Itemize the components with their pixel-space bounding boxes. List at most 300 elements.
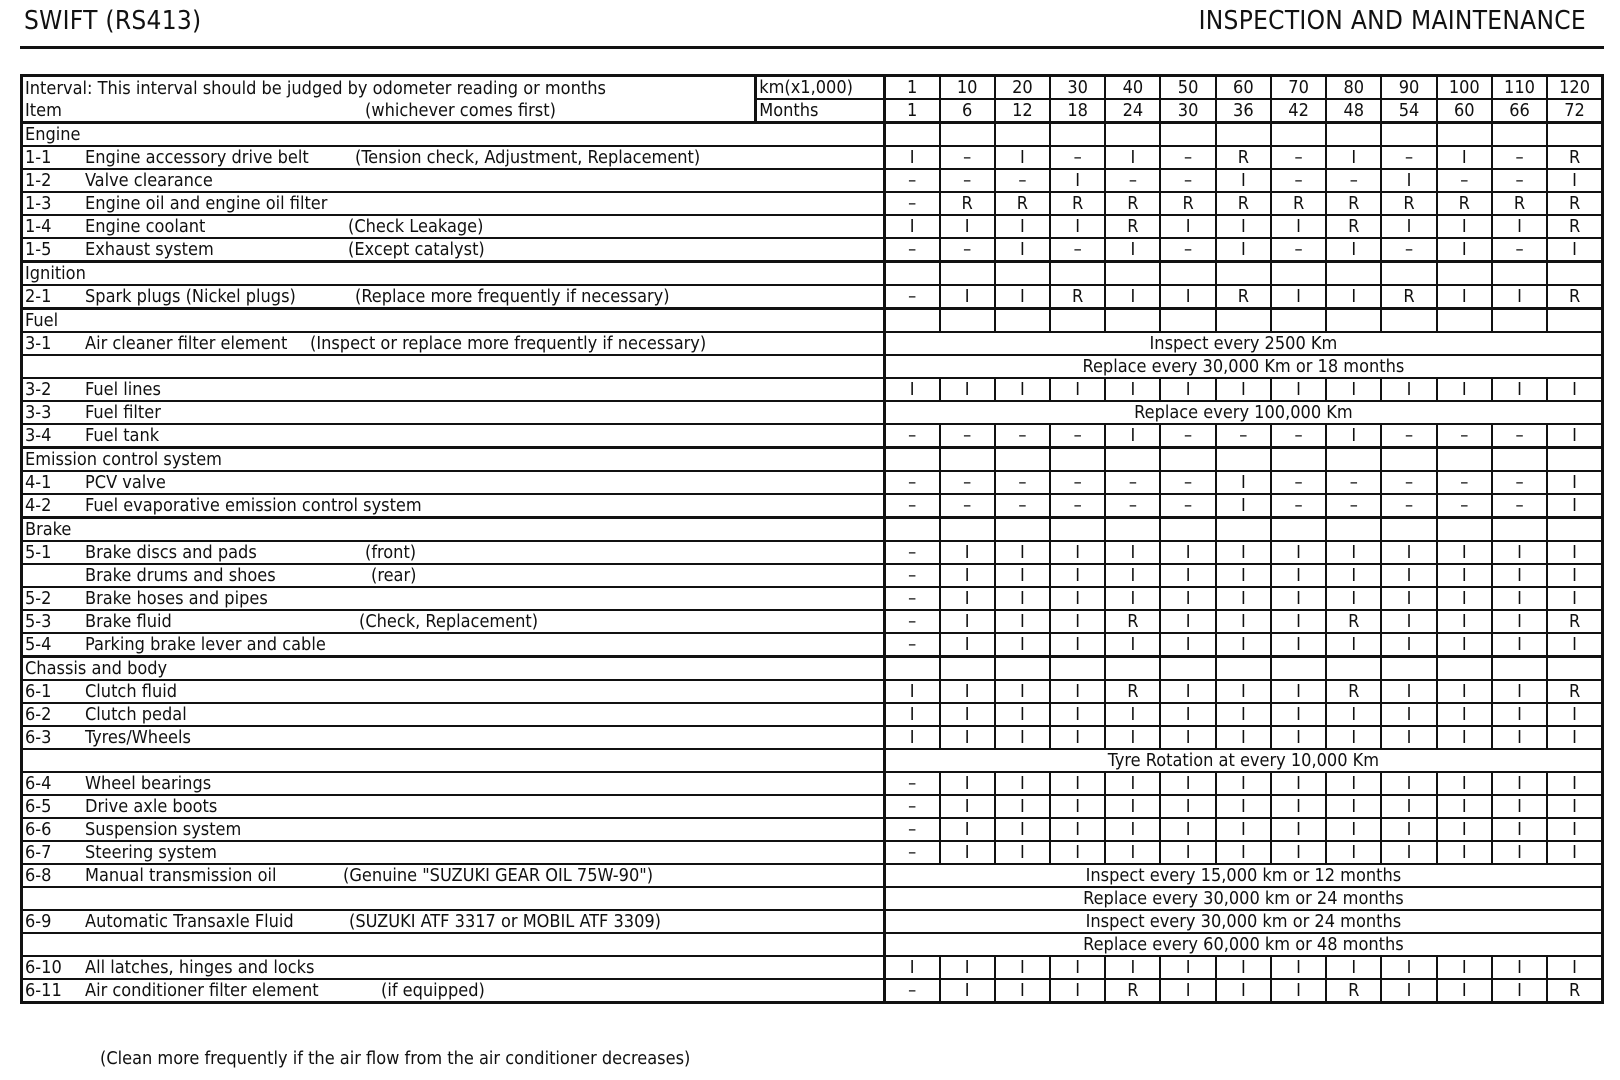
maintenance-value-cell: I: [1547, 564, 1602, 587]
item-code: 6-10: [25, 957, 62, 978]
maintenance-value-cell: I: [1216, 564, 1271, 587]
maintenance-value-cell: I: [1492, 610, 1547, 633]
maintenance-value-cell: I: [1050, 703, 1105, 726]
maintenance-value-cell: I: [884, 680, 939, 703]
item-cell-inner: [25, 356, 883, 377]
item-name: Exhaust system: [85, 239, 214, 260]
maintenance-value-cell: I: [1437, 979, 1492, 1003]
maintenance-value-cell: I: [1050, 541, 1105, 564]
maintenance-value-cell: I: [1105, 424, 1160, 448]
maintenance-value-cell: I: [1160, 956, 1215, 979]
maintenance-value-cell: R: [1271, 192, 1326, 215]
item-code: 6-3: [25, 727, 52, 748]
span-row: [22, 933, 1603, 956]
category-label: Fuel: [22, 309, 885, 333]
maintenance-value-cell: I: [995, 146, 1050, 169]
empty-cell: [1547, 262, 1602, 286]
maintenance-value-cell: I: [1216, 841, 1271, 864]
maintenance-value-cell: I: [1547, 703, 1602, 726]
maintenance-value-cell: –: [940, 146, 995, 169]
maintenance-value-cell: I: [1216, 979, 1271, 1003]
maintenance-value-cell: –: [1050, 471, 1105, 494]
month-interval-cell: 66: [1492, 99, 1547, 123]
maintenance-value-cell: I: [1271, 772, 1326, 795]
item-cell-inner: [25, 193, 883, 214]
empty-cell: [1326, 448, 1381, 472]
maintenance-value-cell: –: [1492, 424, 1547, 448]
maintenance-value-cell: –: [1216, 424, 1271, 448]
item-name: Brake discs and pads: [85, 542, 257, 563]
maintenance-value-cell: R: [1547, 610, 1602, 633]
maintenance-value-cell: I: [940, 956, 995, 979]
empty-cell: [1216, 448, 1271, 472]
item-cell-inner: [25, 239, 883, 260]
item-code: 3-2: [25, 379, 52, 400]
maintenance-value-cell: R: [1326, 979, 1381, 1003]
empty-cell: [1105, 309, 1160, 333]
maintenance-value-cell: I: [1437, 680, 1492, 703]
maintenance-value-cell: R: [1326, 192, 1381, 215]
empty-cell: [1160, 657, 1215, 681]
maintenance-value-cell: I: [1492, 215, 1547, 238]
maintenance-value-cell: I: [940, 285, 995, 309]
maintenance-value-cell: I: [1160, 215, 1215, 238]
empty-cell: [1326, 518, 1381, 542]
item-name: Brake drums and shoes: [85, 565, 276, 586]
maintenance-value-cell: –: [884, 979, 939, 1003]
item-cell: [22, 749, 885, 772]
item-cell: [22, 146, 885, 169]
maintenance-value-cell: I: [1216, 633, 1271, 657]
km-interval-cell: 100: [1437, 76, 1492, 100]
maintenance-value-cell: I: [1216, 726, 1271, 749]
maintenance-value-cell: I: [1437, 703, 1492, 726]
item-name: Parking brake lever and cable: [85, 634, 326, 655]
maintenance-value-cell: I: [940, 841, 995, 864]
span-instruction: Replace every 60,000 km or 48 months: [884, 933, 1602, 956]
item-cell: [22, 703, 885, 726]
month-interval-cell: 24: [1105, 99, 1160, 123]
span-row: [22, 401, 1603, 424]
maintenance-value-cell: I: [1105, 772, 1160, 795]
item-cell-inner: [25, 402, 883, 423]
maintenance-value-cell: I: [940, 772, 995, 795]
empty-cell: [940, 448, 995, 472]
km-interval-cell: 40: [1105, 76, 1160, 100]
item-code: 4-2: [25, 495, 52, 516]
item-row: [22, 215, 1603, 238]
item-row: [22, 471, 1603, 494]
item-cell: [22, 956, 885, 979]
empty-cell: [1492, 657, 1547, 681]
maintenance-value-cell: I: [1160, 772, 1215, 795]
maintenance-value-cell: R: [1216, 146, 1271, 169]
empty-cell: [1437, 518, 1492, 542]
maintenance-value-cell: I: [1050, 169, 1105, 192]
maintenance-value-cell: –: [1271, 146, 1326, 169]
item-cell: [22, 680, 885, 703]
maintenance-value-cell: –: [1437, 471, 1492, 494]
maintenance-schedule-table: [20, 74, 1604, 1004]
empty-cell: [1381, 309, 1436, 333]
empty-cell: [995, 657, 1050, 681]
empty-cell: [1547, 448, 1602, 472]
maintenance-value-cell: I: [1547, 956, 1602, 979]
empty-cell: [1381, 123, 1436, 147]
item-cell: [22, 587, 885, 610]
empty-cell: [1437, 123, 1492, 147]
maintenance-value-cell: I: [1326, 818, 1381, 841]
maintenance-value-cell: I: [1050, 772, 1105, 795]
item-cell: [22, 726, 885, 749]
maintenance-value-cell: I: [1381, 564, 1436, 587]
maintenance-value-cell: I: [1326, 564, 1381, 587]
maintenance-value-cell: I: [1160, 818, 1215, 841]
maintenance-value-cell: R: [1547, 285, 1602, 309]
maintenance-value-cell: I: [995, 215, 1050, 238]
maintenance-value-cell: I: [940, 541, 995, 564]
maintenance-value-cell: I: [995, 956, 1050, 979]
maintenance-value-cell: I: [1216, 494, 1271, 518]
item-name: All latches, hinges and locks: [85, 957, 315, 978]
maintenance-value-cell: I: [940, 633, 995, 657]
maintenance-value-cell: –: [1160, 146, 1215, 169]
empty-cell: [1492, 448, 1547, 472]
month-interval-cell: 48: [1326, 99, 1381, 123]
maintenance-value-cell: I: [1271, 680, 1326, 703]
maintenance-value-cell: I: [1050, 215, 1105, 238]
maintenance-value-cell: I: [1437, 215, 1492, 238]
maintenance-value-cell: R: [1105, 979, 1160, 1003]
maintenance-value-cell: I: [1326, 424, 1381, 448]
empty-cell: [884, 123, 939, 147]
maintenance-value-cell: I: [1216, 703, 1271, 726]
maintenance-value-cell: –: [1105, 169, 1160, 192]
maintenance-value-cell: R: [1326, 610, 1381, 633]
maintenance-value-cell: I: [1216, 378, 1271, 401]
span-instruction: Tyre Rotation at every 10,000 Km: [884, 749, 1602, 772]
header-rule: [20, 46, 1604, 49]
item-code: 5-4: [25, 634, 52, 655]
empty-cell: [884, 309, 939, 333]
maintenance-value-cell: I: [995, 633, 1050, 657]
empty-cell: [1105, 123, 1160, 147]
item-cell-inner: [25, 379, 883, 400]
maintenance-value-cell: I: [1326, 285, 1381, 309]
maintenance-value-cell: I: [1492, 979, 1547, 1003]
item-cell: [22, 285, 885, 309]
maintenance-value-cell: I: [1160, 587, 1215, 610]
empty-cell: [1326, 657, 1381, 681]
maintenance-value-cell: I: [1160, 795, 1215, 818]
maintenance-value-cell: I: [1050, 610, 1105, 633]
maintenance-value-cell: I: [1492, 587, 1547, 610]
footnote: (Clean more frequently if the air flow from the air conditioner decreases): [100, 1048, 691, 1069]
maintenance-value-cell: I: [1381, 703, 1436, 726]
month-interval-cell: 1: [884, 99, 939, 123]
maintenance-value-cell: I: [1105, 146, 1160, 169]
empty-cell: [1160, 518, 1215, 542]
maintenance-value-cell: I: [940, 215, 995, 238]
empty-cell: [1050, 262, 1105, 286]
maintenance-value-cell: I: [940, 979, 995, 1003]
maintenance-value-cell: I: [1271, 541, 1326, 564]
item-cell: [22, 494, 885, 518]
item-row: [22, 541, 1603, 564]
maintenance-value-cell: –: [1381, 238, 1436, 262]
item-note: (Replace more frequently if necessary): [355, 286, 670, 307]
category-row: [22, 309, 1603, 333]
item-code: 6-6: [25, 819, 52, 840]
maintenance-value-cell: R: [1381, 192, 1436, 215]
item-cell-inner: [25, 727, 883, 748]
maintenance-value-cell: –: [884, 494, 939, 518]
item-code: 6-5: [25, 796, 52, 817]
empty-cell: [1160, 309, 1215, 333]
item-name: Fuel filter: [85, 402, 161, 423]
maintenance-value-cell: I: [995, 795, 1050, 818]
item-code: 1-4: [25, 216, 52, 237]
maintenance-value-cell: –: [1160, 471, 1215, 494]
item-cell: [22, 355, 885, 378]
maintenance-value-cell: I: [1547, 541, 1602, 564]
item-cell-inner: [25, 170, 883, 191]
item-code: 6-7: [25, 842, 52, 863]
item-code: 6-1: [25, 681, 52, 702]
item-note: (Except catalyst): [348, 239, 485, 260]
maintenance-value-cell: I: [940, 378, 995, 401]
category-row: [22, 448, 1603, 472]
item-name: Manual transmission oil: [85, 865, 277, 886]
maintenance-value-cell: I: [1547, 494, 1602, 518]
maintenance-value-cell: I: [1381, 215, 1436, 238]
maintenance-value-cell: I: [1547, 633, 1602, 657]
maintenance-value-cell: –: [1050, 146, 1105, 169]
maintenance-value-cell: I: [1271, 979, 1326, 1003]
item-cell: [22, 564, 885, 587]
maintenance-value-cell: I: [1492, 703, 1547, 726]
maintenance-value-cell: I: [1160, 633, 1215, 657]
item-cell: [22, 910, 885, 933]
maintenance-value-cell: I: [1160, 285, 1215, 309]
maintenance-value-cell: I: [1437, 726, 1492, 749]
maintenance-value-cell: I: [1547, 818, 1602, 841]
maintenance-value-cell: I: [1271, 633, 1326, 657]
item-cell: [22, 541, 885, 564]
maintenance-value-cell: R: [1216, 285, 1271, 309]
maintenance-value-cell: R: [1050, 192, 1105, 215]
maintenance-value-cell: R: [1050, 285, 1105, 309]
item-cell-inner: [25, 634, 883, 655]
maintenance-value-cell: –: [884, 285, 939, 309]
item-name: Clutch fluid: [85, 681, 177, 702]
maintenance-value-cell: I: [1547, 424, 1602, 448]
item-code: 1-2: [25, 170, 52, 191]
maintenance-value-cell: I: [1271, 703, 1326, 726]
maintenance-value-cell: I: [1492, 564, 1547, 587]
maintenance-value-cell: I: [995, 587, 1050, 610]
item-name: Clutch pedal: [85, 704, 187, 725]
month-interval-cell: 36: [1216, 99, 1271, 123]
maintenance-value-cell: –: [940, 169, 995, 192]
km-interval-cell: 110: [1492, 76, 1547, 100]
item-row: [22, 238, 1603, 262]
item-header-label: Item: [25, 99, 62, 121]
km-interval-cell: 20: [995, 76, 1050, 100]
empty-cell: [1105, 518, 1160, 542]
item-note: (front): [365, 542, 417, 563]
item-cell: [22, 795, 885, 818]
empty-cell: [1216, 309, 1271, 333]
maintenance-value-cell: R: [1216, 192, 1271, 215]
maintenance-value-cell: I: [1381, 979, 1436, 1003]
empty-cell: [884, 448, 939, 472]
maintenance-value-cell: I: [884, 726, 939, 749]
maintenance-value-cell: I: [1216, 169, 1271, 192]
item-name: Engine accessory drive belt: [85, 147, 309, 168]
item-cell: [22, 169, 885, 192]
item-name: Wheel bearings: [85, 773, 212, 794]
maintenance-value-cell: I: [884, 703, 939, 726]
maintenance-value-cell: I: [1105, 956, 1160, 979]
category-row: [22, 123, 1603, 147]
item-cell-inner: [25, 588, 883, 609]
maintenance-value-cell: I: [940, 726, 995, 749]
empty-cell: [1381, 448, 1436, 472]
maintenance-value-cell: I: [1547, 471, 1602, 494]
maintenance-value-cell: –: [884, 818, 939, 841]
maintenance-value-cell: I: [1326, 541, 1381, 564]
category-label: Emission control system: [22, 448, 885, 472]
maintenance-value-cell: I: [1326, 726, 1381, 749]
item-name: Automatic Transaxle Fluid: [85, 911, 294, 932]
empty-cell: [1547, 518, 1602, 542]
maintenance-value-cell: I: [1216, 238, 1271, 262]
maintenance-value-cell: I: [1216, 610, 1271, 633]
item-code: 5-1: [25, 542, 52, 563]
empty-cell: [940, 657, 995, 681]
maintenance-value-cell: I: [1050, 795, 1105, 818]
maintenance-value-cell: I: [1492, 378, 1547, 401]
item-name: Air conditioner filter element: [85, 980, 319, 1001]
maintenance-value-cell: I: [1547, 378, 1602, 401]
maintenance-value-cell: –: [884, 633, 939, 657]
item-cell: [22, 401, 885, 424]
maintenance-value-cell: I: [995, 610, 1050, 633]
maintenance-value-cell: I: [1105, 633, 1160, 657]
maintenance-value-cell: I: [1271, 726, 1326, 749]
km-interval-cell: 90: [1381, 76, 1436, 100]
maintenance-value-cell: I: [940, 587, 995, 610]
maintenance-value-cell: I: [1105, 795, 1160, 818]
empty-cell: [1216, 657, 1271, 681]
span-row: [22, 355, 1603, 378]
empty-cell: [1547, 657, 1602, 681]
maintenance-value-cell: –: [995, 494, 1050, 518]
span-row: [22, 332, 1603, 355]
maintenance-value-cell: I: [995, 726, 1050, 749]
item-name: Engine oil and engine oil filter: [85, 193, 328, 214]
item-name: Fuel evaporative emission control system: [85, 495, 422, 516]
maintenance-value-cell: I: [1160, 703, 1215, 726]
maintenance-value-cell: I: [1437, 378, 1492, 401]
item-row: [22, 680, 1603, 703]
maintenance-value-cell: I: [1326, 378, 1381, 401]
km-interval-cell: 120: [1547, 76, 1602, 100]
item-row: [22, 169, 1603, 192]
item-note: (Check Leakage): [348, 216, 484, 237]
item-row: [22, 610, 1603, 633]
item-cell: [22, 332, 885, 355]
maintenance-value-cell: R: [1547, 146, 1602, 169]
maintenance-value-cell: –: [1160, 424, 1215, 448]
item-row: [22, 956, 1603, 979]
page-header-right: INSPECTION AND MAINTENANCE: [1198, 6, 1586, 36]
item-cell-inner: [25, 565, 883, 586]
maintenance-value-cell: I: [884, 146, 939, 169]
maintenance-value-cell: –: [1381, 146, 1436, 169]
category-label: Engine: [22, 123, 885, 147]
category-row: [22, 262, 1603, 286]
item-name: Brake hoses and pipes: [85, 588, 268, 609]
maintenance-value-cell: I: [1050, 818, 1105, 841]
item-code: 3-3: [25, 402, 52, 423]
item-cell-inner: [25, 819, 883, 840]
maintenance-value-cell: I: [1160, 564, 1215, 587]
item-cell-inner: [25, 333, 883, 354]
maintenance-value-cell: I: [1216, 587, 1271, 610]
maintenance-value-cell: I: [1492, 285, 1547, 309]
maintenance-value-cell: –: [1160, 169, 1215, 192]
maintenance-value-cell: I: [1216, 956, 1271, 979]
item-row: [22, 192, 1603, 215]
interval-note-cell: [22, 76, 756, 100]
item-code: 4-1: [25, 472, 52, 493]
maintenance-value-cell: I: [1160, 610, 1215, 633]
maintenance-value-cell: –: [940, 494, 995, 518]
maintenance-value-cell: –: [1437, 424, 1492, 448]
maintenance-value-cell: I: [1326, 703, 1381, 726]
empty-cell: [1160, 262, 1215, 286]
empty-cell: [940, 262, 995, 286]
maintenance-value-cell: –: [1271, 238, 1326, 262]
maintenance-value-cell: I: [1381, 541, 1436, 564]
maintenance-value-cell: I: [1271, 285, 1326, 309]
maintenance-value-cell: I: [1326, 146, 1381, 169]
item-name: PCV valve: [85, 472, 166, 493]
item-cell-inner: [25, 750, 883, 771]
empty-cell: [1492, 309, 1547, 333]
item-cell-inner: [25, 796, 883, 817]
maintenance-value-cell: I: [995, 564, 1050, 587]
maintenance-value-cell: I: [884, 378, 939, 401]
maintenance-value-cell: I: [1050, 956, 1105, 979]
maintenance-value-cell: I: [995, 378, 1050, 401]
maintenance-value-cell: I: [940, 610, 995, 633]
item-code: 1-1: [25, 147, 52, 168]
maintenance-value-cell: I: [1547, 587, 1602, 610]
maintenance-value-cell: I: [940, 564, 995, 587]
maintenance-value-cell: I: [940, 703, 995, 726]
months-label: Months: [756, 99, 885, 123]
maintenance-value-cell: R: [1437, 192, 1492, 215]
item-cell-inner: [25, 147, 883, 168]
month-interval-cell: 42: [1271, 99, 1326, 123]
maintenance-value-cell: I: [1271, 587, 1326, 610]
item-cell: [22, 378, 885, 401]
item-header-inner: [25, 100, 754, 121]
maintenance-value-cell: I: [1547, 795, 1602, 818]
